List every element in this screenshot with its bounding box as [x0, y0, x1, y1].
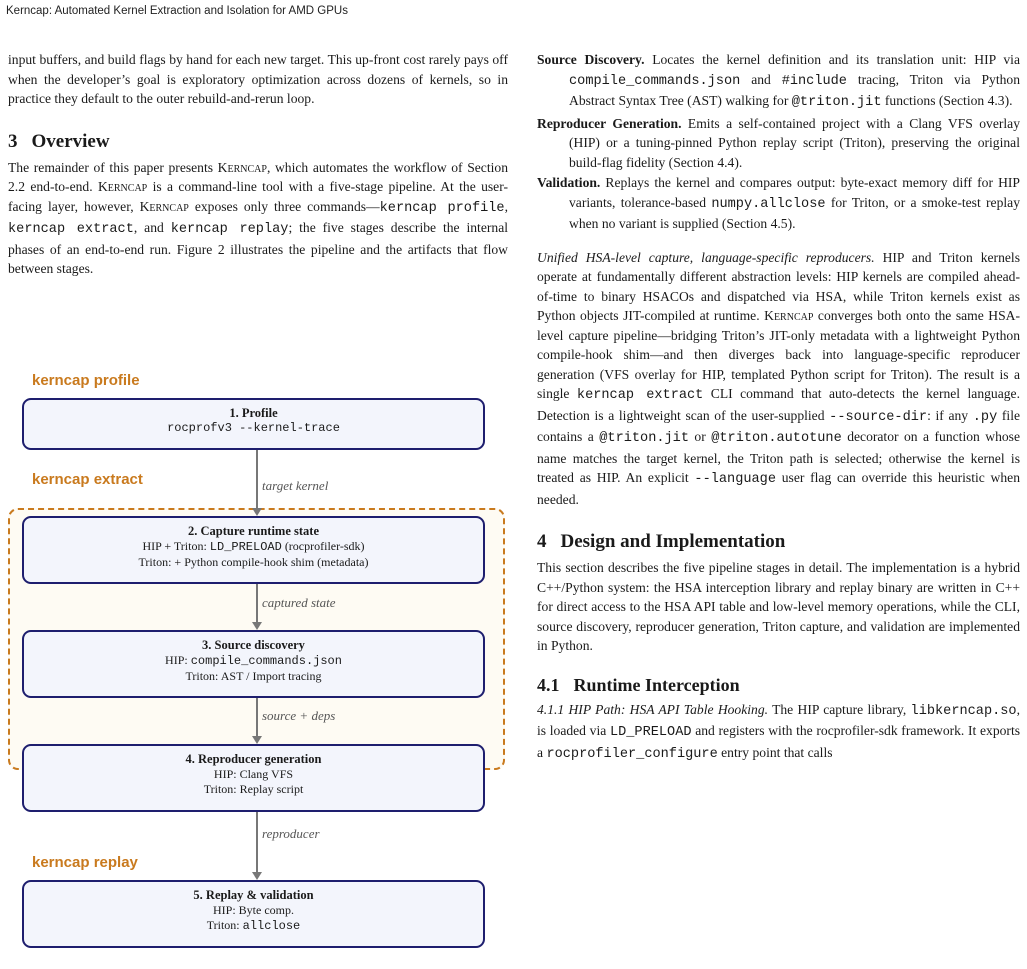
arrowhead [252, 622, 262, 630]
edge-label-target-kernel: target kernel [262, 478, 329, 493]
running-head: Kerncap: Automated Kernel Extraction and Isolation for AMD GPUs [6, 5, 348, 17]
hip-path-paragraph: 4.1.1 HIP Path: HSA API Table Hooking. The HIP capture library, libkerncap.so, is loaded via LD_PRELOAD and registers with the rocprofiler-sdk framework. It exports a rocprofiler_configure entry point that calls [537, 701, 1021, 762]
kerncap-name: Kerncap [97, 179, 148, 194]
stage-item-source-discovery: Source Discovery. Locates the kernel definition and its translation unit: HIP via compile_commands.json and #include tracing, Triton via Python Abstract Syntax Tree (AST) walking for @triton.jit functions (Section 4.3). [537, 52, 1020, 110]
edge-arrow [256, 450, 258, 510]
stage-item-reproducer-generation: Reproducer Generation. Emits a self-contained project with a Clang VFS overlay (HIP) or a tuning-pinned Python replay script (Triton), preserving the original build-flag fidelity (Section 4.4). [537, 115, 1020, 170]
stage-box-reproducer [22, 744, 485, 812]
stage-detail: HIP + Triton: LD_PRELOAD (rocprofiler-sdk) [142, 539, 365, 554]
section-4-heading: 4 Design and Implementation [537, 531, 786, 552]
kerncap-name: Kerncap [139, 198, 189, 214]
stage-detail: Triton: allclose [206, 918, 301, 933]
edge-arrow [256, 584, 258, 624]
stage-detail: HIP: Byte comp. [213, 903, 294, 917]
subsection-heading: 4.1.1 HIP Path: HSA API Table Hooking. [537, 701, 769, 717]
stage-title: 2. Capture runtime state [188, 524, 319, 538]
edge-arrow [256, 812, 258, 874]
group-label-replay: kerncap replay [32, 854, 138, 871]
kerncap-name: Kerncap [217, 159, 267, 175]
edge-label-reproducer: reproducer [262, 826, 320, 841]
stage-detail: rocprofv3 --kernel-trace [167, 421, 340, 435]
arrowhead [252, 872, 262, 880]
command-replay: kerncap replay [170, 222, 289, 237]
right-column [537, 50, 1020, 764]
group-label-profile: kerncap profile [32, 372, 140, 389]
command-extract: kerncap extract [8, 222, 134, 237]
command-profile: kerncap profile [379, 200, 505, 216]
group-label-extract: kerncap extract [32, 471, 143, 488]
stage-box-replay [22, 880, 485, 948]
left-column [8, 50, 508, 279]
stage-detail: Triton: AST / Import tracing [185, 669, 322, 683]
stage-box-discovery [22, 630, 485, 698]
pipeline-figure [0, 360, 520, 969]
design-paragraph: This section describes the five pipeline stages in detail. The implementation is a hybrid C++/Python system: the HSA interception library and replay binary are written in C++ for direct access to the HSA API table and low-level memory operations, while the CLI, source discovery, reproducer generation, Triton capture, and validation are implemented in Python. [537, 560, 1020, 653]
intro-paragraph: input buffers, and build flags by hand for each new target. This up-front cost rarely pays off when the developer’s goal is exploratory optimization across dozens of kernels, so in practice they default to the outer rebuild-and-rerun loop. [8, 52, 508, 106]
stage-box-profile [22, 398, 485, 450]
stage-detail: Triton: + Python compile-hook shim (metadata) [138, 555, 369, 569]
kerncap-name: Kerncap [764, 308, 814, 323]
unified-capture-paragraph: Unified HSA-level capture, language-specific reproducers. HIP and Triton kernels operate at fundamentally different abstraction levels: HIP kernels are compiled ahead-of-time to binary HSACOs and dispatched via HSA, while Triton kernels exist as Python objects JIT-compiled at runtime. Kerncap converges both onto the same HSA-level capture pipeline—bridging Triton’s JIT-only metadata with a lightweight Python compile-hook shim—and then diverges back into language-specific reproducer generation (VFS overlay for HIP, templated Python script for Triton). The result is a single kerncap extract CLI command that auto-detects the kernel language. Detection is a lightweight scan of the user-supplied --source-dir: if any .py file contains a @triton.jit or @triton.autotune decorator on a function whose name matches the target kernel, the Triton path is selected; otherwise the kernel is treated as HIP. An explicit --language user flag can override this heuristic when needed. [537, 249, 1021, 507]
stage-item-validation: Validation. Replays the kernel and compares output: byte-exact memory diff for HIP variants, tolerance-based numpy.allclose for Triton, or a smoke-test replay when no variant is supplied (Section 4.5). [537, 175, 1020, 231]
arrowhead [252, 508, 262, 516]
overview-paragraph: The remainder of this paper presents Kerncap, which automates the workflow of Section 2.2 end-to-end. Kerncap is a command-line tool with a five-stage pipeline. At the user-facing layer, however, Kerncap exposes only three commands—kerncap profile, kerncap extract, and kerncap replay; the five stages describe the internal phases of an end-to-end run. Figure 2 illustrates the pipeline and the artifacts that flow between stages. [8, 159, 508, 276]
paragraph-heading: Unified HSA-level capture, language-specific reproducers. [537, 249, 875, 265]
stage-detail: HIP: compile_commands.json [165, 653, 342, 668]
stage-title: 1. Profile [229, 406, 278, 420]
stage-box-capture [22, 516, 485, 584]
stage-detail: Triton: Replay script [203, 782, 304, 796]
section-4-1-heading: 4.1 Runtime Interception [537, 674, 740, 695]
stage-title: 3. Source discovery [202, 638, 305, 652]
stage-detail: HIP: Clang VFS [213, 767, 294, 781]
arrowhead [252, 736, 262, 744]
stage-title: 4. Reproducer generation [185, 752, 322, 766]
section-3-heading: 3 Overview [8, 130, 110, 152]
edge-label-captured-state: captured state [262, 595, 336, 610]
stage-title: 5. Replay & validation [193, 888, 314, 902]
edge-label-source-deps: source + deps [262, 708, 336, 723]
edge-arrow [256, 698, 258, 738]
